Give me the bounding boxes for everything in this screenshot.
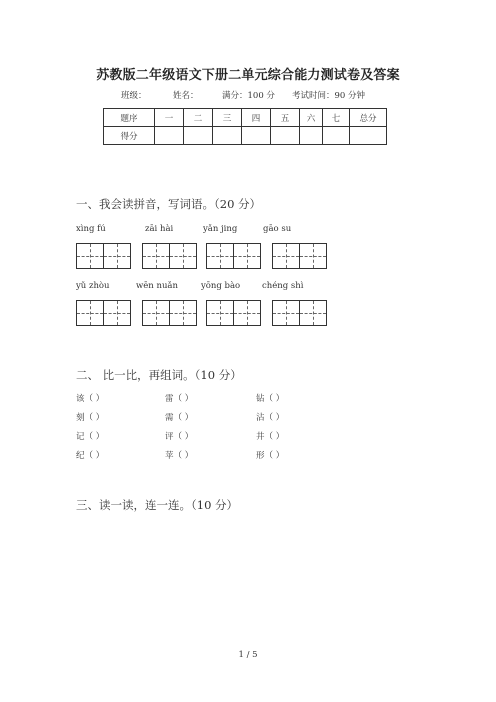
header-cell: 二: [184, 109, 213, 127]
exam-time-label: 考试时间：90 分钟: [292, 91, 366, 101]
compare-item: 雷（ ）: [165, 394, 194, 404]
writing-grid[interactable]: [272, 243, 327, 269]
pinyin-label: yōng bào: [201, 281, 241, 291]
grid-cell[interactable]: [272, 243, 300, 269]
section3-heading: 三、读一读，连一连。（10 分）: [76, 498, 239, 512]
grid-cell[interactable]: [169, 243, 197, 269]
pinyin-label: zāi hài: [145, 224, 174, 234]
header-cell: 四: [242, 109, 271, 127]
grid-cell[interactable]: [142, 243, 170, 269]
class-label: 班级：: [121, 91, 147, 101]
writing-grid[interactable]: [206, 243, 261, 269]
grid-cell[interactable]: [206, 300, 234, 326]
writing-grid[interactable]: [142, 300, 197, 326]
compare-item: 形（ ）: [256, 451, 285, 461]
score-cell[interactable]: [350, 127, 387, 145]
score-cell[interactable]: [300, 127, 323, 145]
section1-heading: 一、我会读拼音，写词语。（20 分）: [76, 197, 262, 211]
header-cell: 题序: [104, 109, 155, 127]
writing-grid[interactable]: [76, 243, 131, 269]
compare-item: 纪（ ）: [76, 451, 105, 461]
header-cell: 一: [155, 109, 184, 127]
writing-grid[interactable]: [206, 300, 261, 326]
score-table: [103, 108, 387, 145]
compare-item: 钻（ ）: [256, 394, 285, 404]
grid-cell[interactable]: [142, 300, 170, 326]
grid-cell[interactable]: [103, 243, 131, 269]
score-cell[interactable]: [242, 127, 271, 145]
writing-grid[interactable]: [142, 243, 197, 269]
score-cell[interactable]: [271, 127, 300, 145]
pinyin-label: wēn nuǎn: [136, 281, 178, 291]
grid-cell[interactable]: [299, 243, 327, 269]
compare-item: 苹（ ）: [165, 451, 194, 461]
compare-item: 该（ ）: [76, 394, 105, 404]
grid-cell[interactable]: [169, 300, 197, 326]
grid-cell[interactable]: [272, 300, 300, 326]
compare-item: 需（ ）: [165, 413, 194, 423]
score-row-label: 得分: [104, 127, 155, 145]
compare-item: 刻（ ）: [76, 413, 105, 423]
grid-cell[interactable]: [233, 300, 261, 326]
compare-item: 沾（ ）: [256, 413, 285, 423]
full-score-label: 满分：100 分: [222, 91, 275, 101]
name-label: 姓名：: [173, 91, 199, 101]
compare-item: 记（ ）: [76, 432, 105, 442]
grid-cell[interactable]: [233, 243, 261, 269]
section2-heading: 二、 比一比，再组词。（10 分）: [76, 368, 242, 382]
compare-item: 评（ ）: [165, 432, 194, 442]
grid-cell[interactable]: [103, 300, 131, 326]
pinyin-label: yǔ zhòu: [76, 281, 110, 291]
grid-cell[interactable]: [206, 243, 234, 269]
header-cell: 总分: [350, 109, 387, 127]
header-cell: 三: [213, 109, 242, 127]
document-title: 苏教版二年级语文下册二单元综合能力测试卷及答案: [96, 68, 400, 83]
pinyin-label: xìng fú: [76, 224, 106, 234]
header-cell: 五: [271, 109, 300, 127]
grid-cell[interactable]: [76, 243, 104, 269]
score-cell[interactable]: [213, 127, 242, 145]
pinyin-label: chéng shì: [262, 281, 304, 291]
score-table-header-row: [104, 109, 387, 127]
score-cell[interactable]: [323, 127, 350, 145]
score-cell[interactable]: [155, 127, 184, 145]
page-number: 1 / 5: [238, 650, 258, 660]
grid-cell[interactable]: [299, 300, 327, 326]
writing-grid[interactable]: [272, 300, 327, 326]
score-table-score-row: [104, 127, 387, 145]
pinyin-label: gāo su: [263, 224, 292, 234]
header-cell: 七: [323, 109, 350, 127]
compare-item: 井（ ）: [256, 432, 285, 442]
header-cell: 六: [300, 109, 323, 127]
score-cell[interactable]: [184, 127, 213, 145]
grid-cell[interactable]: [76, 300, 104, 326]
pinyin-label: yǎn jing: [203, 224, 238, 234]
writing-grid[interactable]: [76, 300, 131, 326]
